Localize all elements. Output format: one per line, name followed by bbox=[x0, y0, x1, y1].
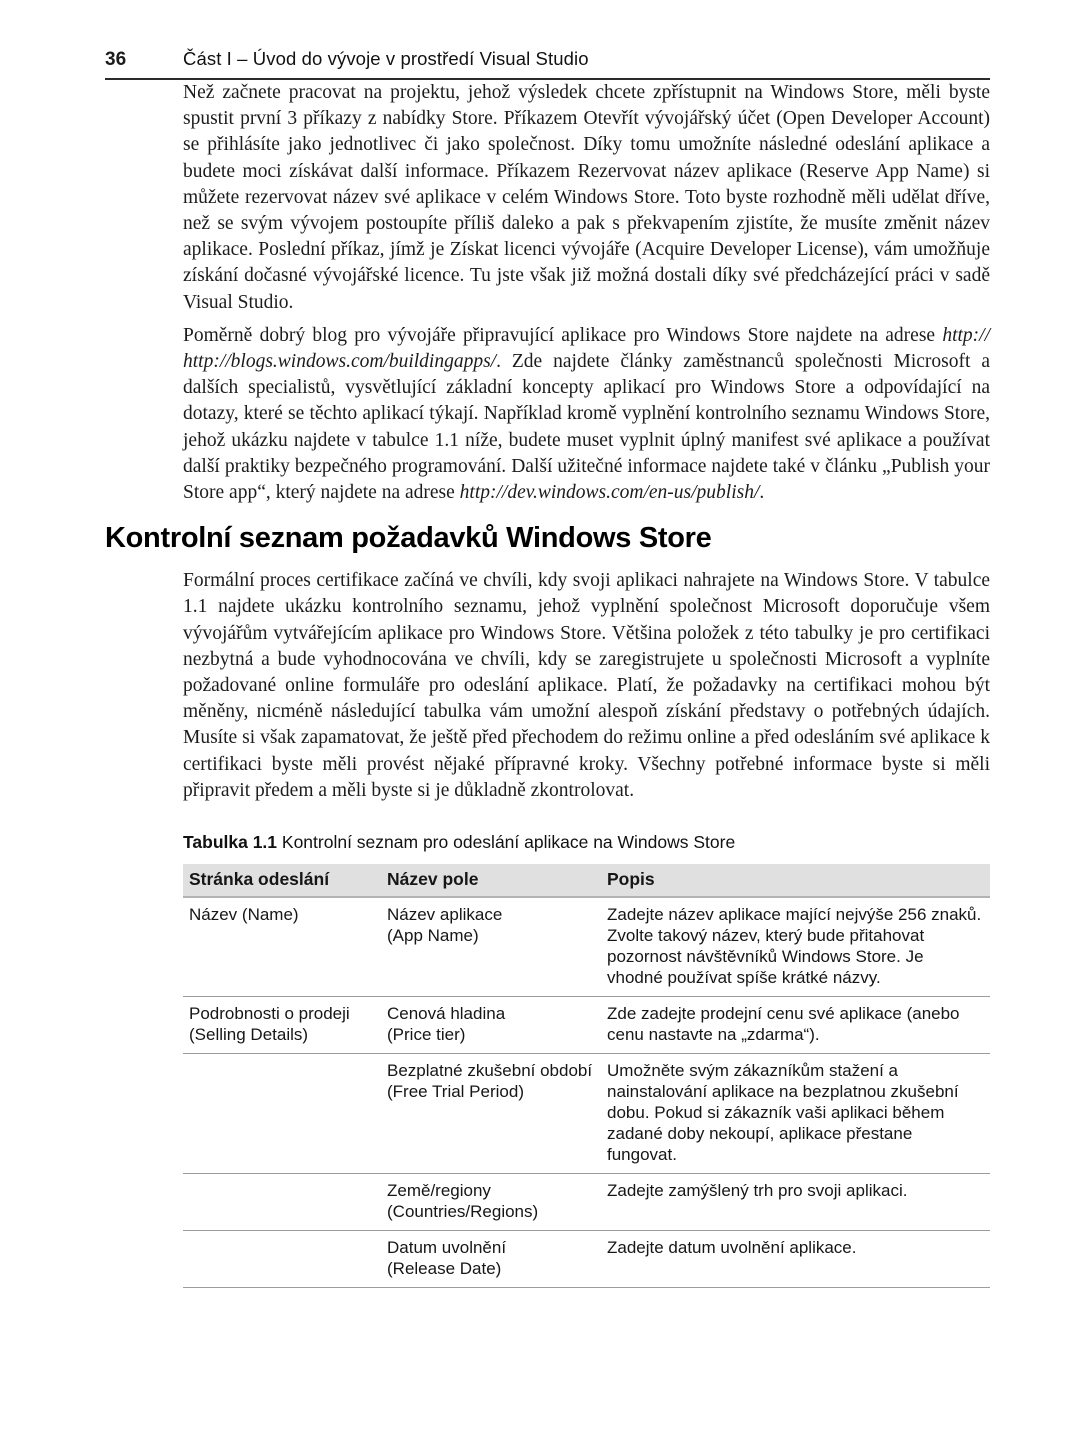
cell-line: Název aplikace bbox=[387, 905, 503, 925]
page-number: 36 bbox=[105, 49, 127, 70]
table-row bbox=[183, 897, 990, 997]
cell-line: (Release Date) bbox=[387, 1259, 502, 1279]
cell-submission-page bbox=[183, 997, 381, 1054]
column-header-description: Popis bbox=[601, 864, 990, 897]
cell-line: (Price tier) bbox=[387, 1025, 466, 1045]
table-row bbox=[183, 1054, 990, 1174]
cell-submission-page bbox=[183, 897, 381, 997]
column-header-field-name: Název pole bbox=[381, 864, 601, 897]
table-caption-text: Kontrolní seznam pro odeslání aplikace na Windows Store bbox=[281, 832, 736, 853]
cell-line: Datum uvolnění bbox=[387, 1238, 507, 1258]
cell-field-name bbox=[381, 1231, 601, 1288]
url-text: http://dev.windows.com/en-us/publish/ bbox=[459, 482, 760, 504]
running-title: Část I – Úvod do vývoje v prostředí Visual Studio bbox=[183, 48, 589, 69]
cell-line: Název (Name) bbox=[189, 905, 299, 925]
table-row bbox=[183, 1174, 990, 1231]
table-row bbox=[183, 1231, 990, 1288]
column-header-submission-page: Stránka odeslání bbox=[183, 864, 381, 897]
paragraph-run: Poměrně dobrý blog pro vývojáře připravující aplikace pro Windows Store najdete na adrese bbox=[183, 324, 943, 346]
cell-line: (Selling Details) bbox=[189, 1025, 309, 1045]
submission-checklist-table bbox=[183, 864, 990, 1288]
cell-field-name bbox=[381, 1054, 601, 1174]
paragraph-certification-process: Formální proces certifikace začíná ve chvíli, kdy svoji aplikaci nahrajete na Windows Store. V tabulce 1.1 najdete ukázku kontrolního seznamu, jehož vyplnění společnost Microsoft doporučuje všem vývojářům vytvářejícím aplikace pro Windows Store. Většina položek z této tabulky je pro certifikaci nezbytná a bude vyhodnocována ve chvíli, kdy se zaregistrujete u společnosti Microsoft a vyplníte požadované online formuláře pro odeslání aplikace. Platí, že požadavky na certifikaci mohou být měněny, nicméně následující tabulka vám umožní alespoň získání představy o potřebných údajích. Musíte si však zapamatovat, že ještě před přechodem do režimu online a před odesláním své aplikace k certifikaci byste měli provést nějaké přípravné kroky. Všechny potřebné informace byste si měli připravit předem a měli byste si je důkladně zkontrolovat. bbox=[183, 570, 990, 801]
cell-line: Podrobnosti o prodeji bbox=[189, 1004, 350, 1024]
cell-description: Zde zadejte prodejní cenu své aplikace (anebo cenu nastavte na „zdarma“). bbox=[601, 997, 990, 1054]
table-caption bbox=[183, 832, 990, 853]
cell-submission-page bbox=[183, 1231, 381, 1288]
cell-submission-page bbox=[183, 1054, 381, 1174]
text-column bbox=[105, 80, 990, 1288]
cell-submission-page bbox=[183, 1174, 381, 1231]
cell-line: Cenová hladina bbox=[387, 1004, 506, 1024]
cell-line: (App Name) bbox=[387, 926, 479, 946]
table-row bbox=[183, 997, 990, 1054]
cell-field-name bbox=[381, 897, 601, 997]
table-header-row bbox=[183, 864, 990, 897]
table-caption-label: Tabulka 1.1 bbox=[183, 832, 278, 853]
cell-description: Umožněte svým zákazníkům stažení a nainstalování aplikace na bezplatnou zkušební dobu. Pokud si zákazník vaši aplikaci během zadané doby nekoupí, aplikace přestane fungovat. bbox=[601, 1054, 990, 1174]
cell-line: Bezplatné zkušební období bbox=[387, 1061, 593, 1081]
running-header bbox=[105, 48, 990, 80]
cell-field-name bbox=[381, 997, 601, 1054]
paragraph-intro-store-commands: Než začnete pracovat na projektu, jehož výsledek chcete zpřístupnit na Windows Store, měli byste spustit první 3 příkazy z nabídky Store. Příkazem Otevřít vývojářský účet (Open Developer Account) se přihlásíte jako jednotlivec či jako společnost. Díky tomu umožníte následné odeslání aplikace a budete moci získávat další informace. Příkazem Rezervovat název aplikace (Reserve App Name) si můžete rezervovat název své aplikace v celém Windows Store. Toto byste rozhodně měli udělat dříve, než se svým vývojem postoupíte příliš daleko a pak s překvapením zjistíte, že musíte změnit název aplikace. Poslední příkaz, jímž je Získat licenci vývojáře (Acquire Developer License), vám umožňuje získání dočasné vývojářské licence. Tu jste však již možná dostali díky své předcházející práci v sadě Visual Studio. bbox=[183, 82, 990, 313]
paragraph-blog-resources bbox=[183, 323, 990, 506]
cell-field-name bbox=[381, 1174, 601, 1231]
url-text: http:// http://blogs.windows.com/buildingapps/ bbox=[183, 324, 990, 373]
cell-description: Zadejte datum uvolnění aplikace. bbox=[601, 1231, 990, 1288]
cell-line: Země/regiony bbox=[387, 1181, 491, 1201]
cell-line: (Free Trial Period) bbox=[387, 1082, 524, 1102]
cell-line: (Countries/Regions) bbox=[387, 1202, 539, 1222]
section-heading: Kontrolní seznam požadavků Windows Store bbox=[105, 522, 712, 555]
paragraph-run: . bbox=[759, 482, 765, 504]
cell-description: Zadejte zamýšlený trh pro svoji aplikaci. bbox=[601, 1174, 990, 1231]
cell-description: Zadejte název aplikace mající nejvýše 256 znaků. Zvolte takový název, který bude přitahovat pozornost návštěvníků Windows Store. Je vhodné používat spíše krátké názvy. bbox=[601, 897, 990, 997]
paragraph-run: . Zde najdete články zaměstnanců společnosti Microsoft a dalších specialistů, vysvětlující základní koncepty aplikací pro Windows Store a odpovídající na dotazy, které se těchto aplikací týkají. Například kromě vyplnění kontrolního seznamu Windows Store, jehož ukázku najdete v tabulce 1.1 níže, budete muset vyplnit úplný manifest své aplikace a používat další praktiky bezpečného programování. Další užitečné informace najdete také v článku „Publish your Store app“, který najdete na adrese bbox=[183, 351, 990, 504]
